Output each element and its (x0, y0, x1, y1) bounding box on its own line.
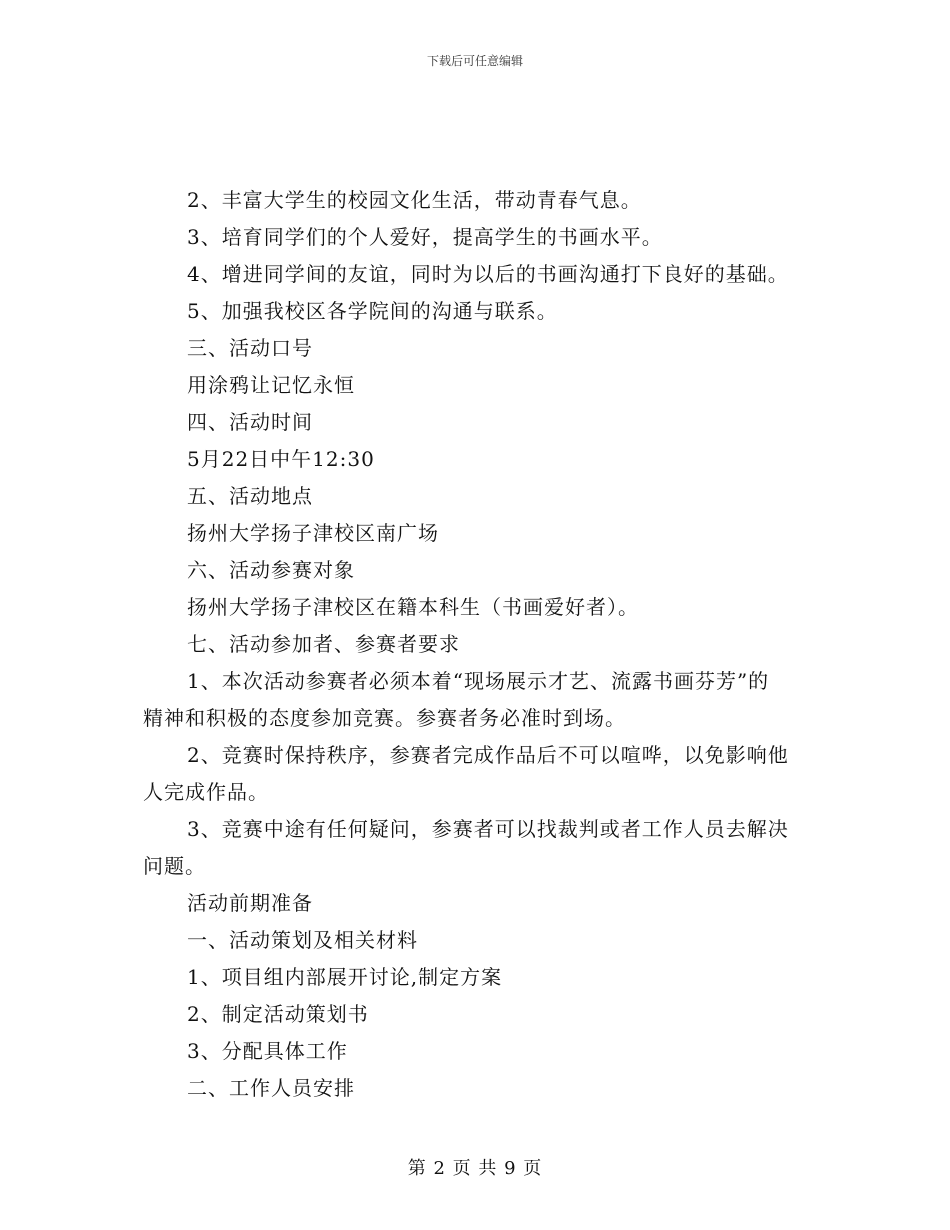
section-heading: 活动前期准备 (187, 891, 313, 915)
section-heading: 一、活动策划及相关材料 (187, 928, 418, 952)
text-line: 扬州大学扬子津校区南广场 (187, 521, 439, 545)
page-header: 下载后可任意编辑 (426, 54, 523, 68)
text-line: 1、本次活动参赛者必须本着“现场展示才艺、流露书画芬芳”的 (187, 669, 770, 693)
page-number-footer: 第 2 页 共 9 页 (407, 1158, 543, 1179)
text-line: 扬州大学扬子津校区在籍本科生（书画爱好者）。 (187, 595, 639, 619)
text-line: 2、丰富大学生的校园文化生活，带动青春气息。 (187, 188, 642, 212)
text-line: 4、增进同学间的友谊，同时为以后的书画沟通打下良好的基础。 (187, 262, 789, 286)
text-line: 问题。 (143, 854, 206, 878)
text-line: 3、培育同学们的个人爱好，提高学生的书画水平。 (187, 225, 663, 249)
section-heading: 四、活动时间 (187, 410, 313, 434)
text-line: 2、制定活动策划书 (187, 1002, 369, 1026)
text-line: 3、竞赛中途有任何疑问，参赛者可以找裁判或者工作人员去解决 (187, 817, 789, 841)
section-heading: 六、活动参赛对象 (187, 558, 355, 582)
text-line: 5、加强我校区各学院间的沟通与联系。 (187, 299, 558, 323)
section-heading: 五、活动地点 (187, 484, 313, 508)
text-line: 人完成作品。 (143, 780, 269, 804)
text-line: 1、项目组内部展开讨论,制定方案 (187, 965, 503, 989)
section-heading: 三、活动口号 (187, 336, 313, 360)
section-heading: 二、工作人员安排 (187, 1076, 355, 1100)
text-line: 3、分配具体工作 (187, 1039, 348, 1063)
text-line: 2、竞赛时保持秩序，参赛者完成作品后不可以喧哗，以免影响他 (187, 743, 789, 767)
text-line: 5月22日中午12:30 (187, 447, 375, 471)
section-heading: 七、活动参加者、参赛者要求 (187, 632, 460, 656)
text-line: 精神和积极的态度参加竞赛。参赛者务必准时到场。 (143, 706, 626, 730)
text-line: 用涂鸦让记忆永恒 (187, 373, 355, 397)
document-body (143, 182, 808, 1107)
